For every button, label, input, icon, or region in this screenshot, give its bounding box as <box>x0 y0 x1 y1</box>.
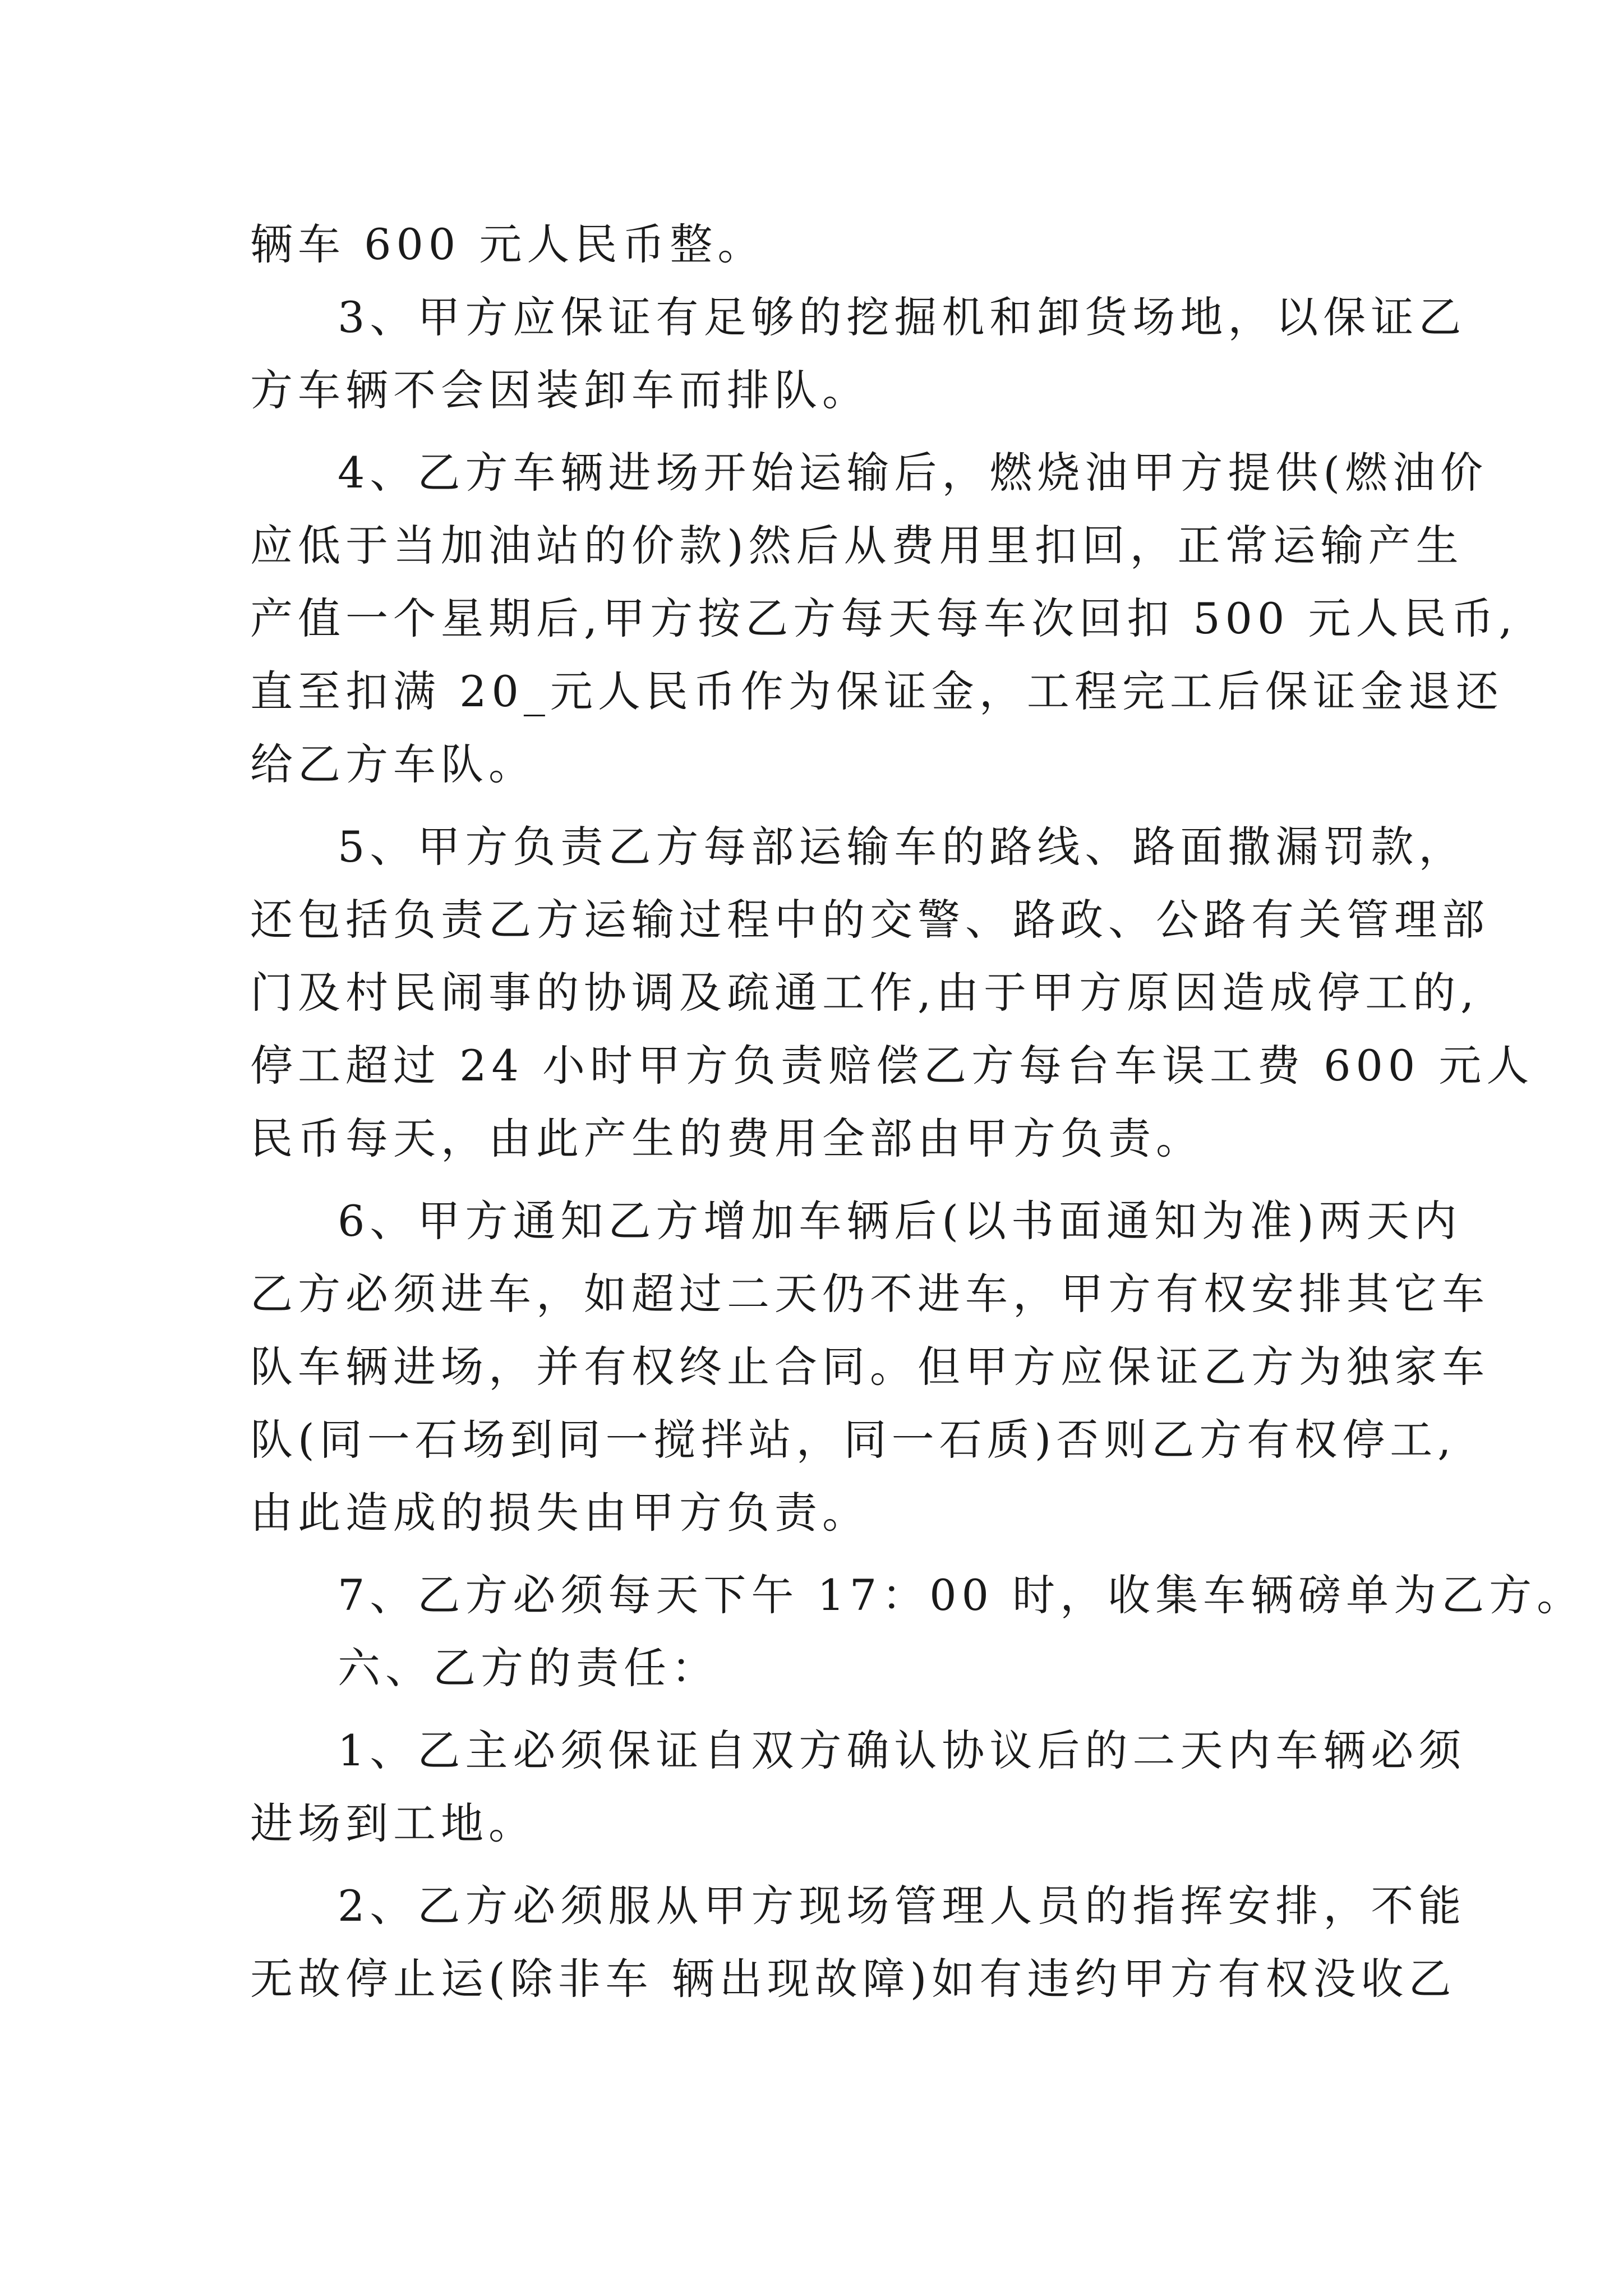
text-line: 给乙方车队。 <box>250 739 536 789</box>
text-line: 民币每天，由此产生的费用全部由甲方负责。 <box>250 1114 1204 1163</box>
text-line: 停工超过 24 小时甲方负责赔偿乙方每台车误工费 600 元人 <box>250 1041 1534 1091</box>
text-line: 由此造成的损失由甲方负责。 <box>250 1488 870 1538</box>
text-line: 产值一个星期后,甲方按乙方每天每车次回扣 500 元人民币, <box>250 593 1518 643</box>
text-line: 乙方必须进车，如超过二天仍不进车，甲方有权安排其它车 <box>250 1269 1490 1319</box>
text-line: 还包括负责乙方运输过程中的交警、路政、公路有关管理部 <box>250 895 1490 945</box>
text-line: 方车辆不会因装卸车而排队。 <box>250 365 870 415</box>
text-line: 3、甲方应保证有足够的挖掘机和卸货场地，以保证乙 <box>338 292 1467 342</box>
text-line: 2、乙方必须服从甲方现场管理人员的指挥安排，不能 <box>338 1881 1467 1931</box>
text-line: 应低于当加油站的价款)然后从费用里扣回，正常运输产生 <box>250 521 1464 570</box>
text-line: 进场到工地。 <box>250 1798 536 1848</box>
text-line: 6、甲方通知乙方增加车辆后(以书面通知为准)两天内 <box>338 1196 1462 1246</box>
text-line: 辆车 600 元人民币整。 <box>250 219 766 269</box>
text-line: 5、甲方负责乙方每部运输车的路线、路面撒漏罚款， <box>338 822 1467 872</box>
text-line: 1、乙主必须保证自双方确认协议后的二天内车辆必须 <box>338 1726 1467 1775</box>
text-line: 队(同一石场到同一搅拌站，同一石质)否则乙方有权停工, <box>250 1415 1456 1465</box>
text-line: 4、乙方车辆进场开始运输后，燃烧油甲方提供(燃油价 <box>338 448 1488 498</box>
text-line: 7、乙方必须每天下午 17：00 时，收集车辆磅单为乙方。 <box>338 1570 1585 1620</box>
text-line: 门及村民闹事的协调及疏通工作,由于甲方原因造成停工的, <box>250 968 1479 1018</box>
text-line: 无故停止运(除非车 辆出现故障)如有违约甲方有权没收乙 <box>250 1954 1456 2004</box>
text-line: 队车辆进场，并有权终止合同。但甲方应保证乙方为独家车 <box>250 1342 1490 1392</box>
text-line: 直至扣满 20_元人民币作为保证金，工程完工后保证金退还 <box>250 666 1504 716</box>
section-heading: 六、乙方的责任： <box>338 1643 719 1693</box>
